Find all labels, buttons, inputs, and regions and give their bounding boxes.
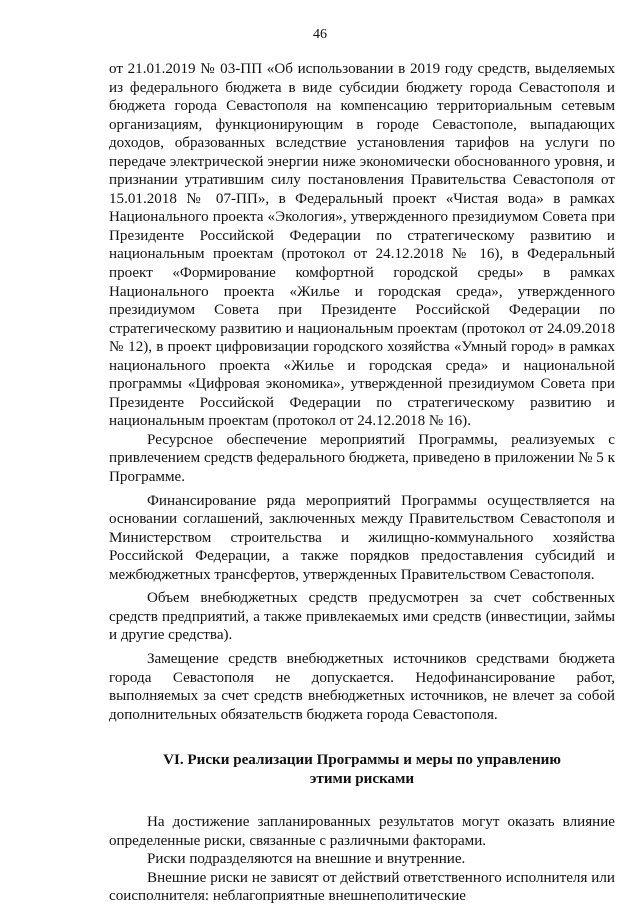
paragraph-substitution: Замещение средств внебюджетных источников средствами бюджета города Севастополя не допускается. Недофинансирование работ, выполняемых за счет средств внебюджетных источников, не влечет за собой дополнительных обязательств бюджета города Севастополя. [109, 650, 615, 723]
paragraph-financing: Финансирование ряда мероприятий Программы осуществляется на основании соглашений, заключенных между Правительством Севастополя и Министерством строительства и жилищно-коммунального хозяйства Российской Федерации, а также порядков предоставления субсидий и межбюджетных трансфертов, утвержденных Правительством Севастополя. [109, 492, 615, 583]
section-heading [109, 751, 615, 788]
paragraph-extrabudgetary-volume: Объем внебюджетных средств предусмотрен за счет собственных средств предприятий, а также привлекаемых ими средств (инвестиции, займы и другие средства). [109, 590, 615, 644]
section-heading-line-2: этими рисками [309, 770, 415, 787]
page-number: 46 [313, 27, 327, 42]
section-heading-line-1: VI. Риски реализации Программы и меры по управлению [163, 752, 561, 769]
document-body [109, 60, 615, 906]
paragraph-risks-intro: На достижение запланированных результатов могут оказать влияние определенные риски, связанные с различными факторами. [109, 814, 615, 849]
paragraph-risk-types: Риски подразделяются на внешние и внутренние. [147, 851, 466, 868]
paragraph-resource-provision: Ресурсное обеспечение мероприятий Программы, реализуемых с привлечением средств федерального бюджета, приведено в приложении № 5 к Программе. [109, 431, 615, 486]
paragraph-continuation: от 21.01.2019 № 03-ПП «Об использовании в 2019 году средств, выделяемых из федерального бюджета в виде субсидии бюджету города Севастополя и бюджета города Севастополя на компенсацию территориальным сетевым организациям, функционирующим в городе Севастополе, выпадающих доходов, образованных вследствие установления тарифов на услуги по передаче электрической энергии ниже экономически обоснованного уровня, и признании утратившим силу постановления Правительства Севастополя от 15.01.2018 № 07-ПП», в Федеральный проект «Чистая вода» в рамках Национального проекта «Экология», утвержденного президиумом Совета при Президенте Российской Федерации по стратегическому развитию и национальным проектам (протокол от 24.12.2018 № 16), в Федеральный проект «Формирование комфортной городской среды» в рамках Национального проекта «Жилье и городская среда», утвержденного президиумом Совета при Президенте Российской Федерации по стратегическому развитию и национальным проектам (протокол от 24.09.2018 № 12), в проект цифровизации городского хозяйства «Умный город» в рамках национального проекта «Жилье и городская среда» и национальной программы «Цифровая экономика», утвержденной президиумом Совета при Президенте Российской Федерации по стратегическому развитию и национальным проектам (протокол от 24.12.2018 № 16). [109, 61, 615, 430]
paragraph-external-risks: Внешние риски не зависят от действий ответственного исполнителя или соисполнителя: неблагоприятные внешнеполитические [109, 869, 615, 905]
